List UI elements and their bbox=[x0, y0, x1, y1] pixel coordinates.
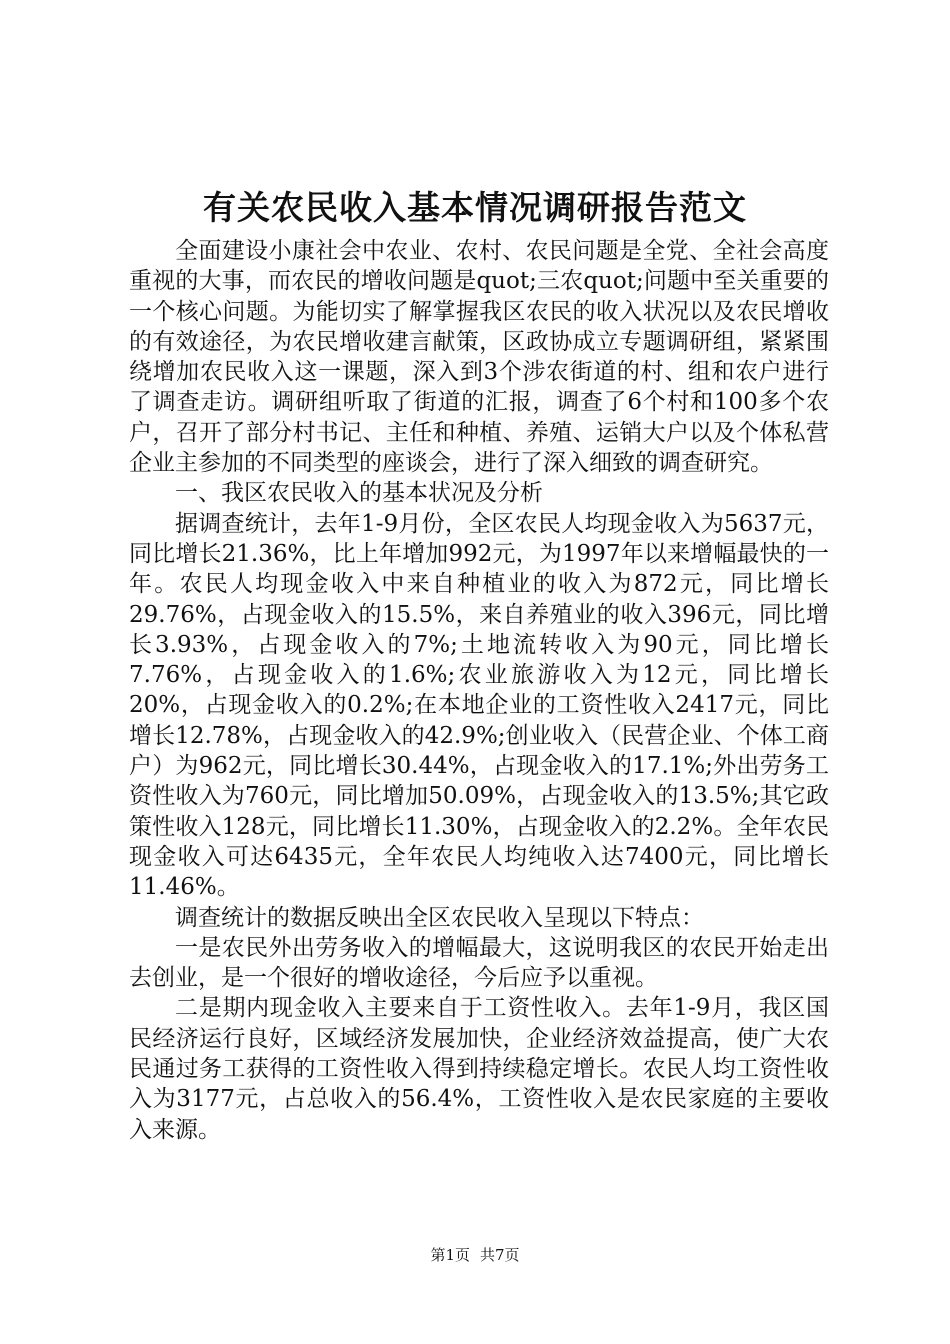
document-body bbox=[129, 236, 829, 1145]
section-heading: 一、我区农民收入的基本状况及分析 bbox=[175, 480, 543, 507]
paragraph-point-one: 一是农民外出劳务收入的增幅最大，这说明我区的农民开始走出去创业，是一个很好的增收途径，今后应予以重视。 bbox=[129, 934, 829, 992]
paragraph-statistics: 据调查统计，去年1-9月份，全区农民人均现金收入为5637元，同比增长21.36%，比上年增加992元，为1997年以来增幅最快的一年。农民人均现金收入中来自种植业的收入为872元，同比增长29.76%，占现金收入的15.5%，来自养殖业的收入396元，同比增长3.93%，占现金收入的7%;土地流转收入为90元，同比增长7.76%，占现金收入的1.6%;农业旅游收入为12元，同比增长20%，占现金收入的0.2%;在本地企业的工资性收入2417元，同比增长12.78%，占现金收入的42.9%;创业收入（民营企业、个体工商户）为962元，同比增长30.44%，占现金收入的17.1%;外出劳务工资性收入为760元，同比增加50.09%，占现金收入的13.5%;其它政策性收入128元，同比增长11.30%，占现金收入的2.2%。全年农民现金收入可达6435元，全年农民人均纯收入达7400元，同比增长11.46%。 bbox=[129, 510, 829, 901]
paragraph-point-two: 二是期内现金收入主要来自于工资性收入。去年1-9月，我区国民经济运行良好，区域经济发展加快，企业经济效益提高，使广大农民通过务工获得的工资性收入得到持续稳定增长。农民人均工资性收入为3177元，占总收入的56.4%，工资性收入是农民家庭的主要收入来源。 bbox=[129, 995, 829, 1143]
page-footer bbox=[0, 1245, 950, 1265]
page-number-total: 共7页 bbox=[480, 1246, 520, 1264]
document-title: 有关农民收入基本情况调研报告范文 bbox=[203, 188, 747, 227]
page-number-current: 第1页 bbox=[430, 1246, 470, 1264]
paragraph-characteristics-intro: 调查统计的数据反映出全区农民收入呈现以下特点： bbox=[175, 904, 704, 931]
paragraph-intro: 全面建设小康社会中农业、农村、农民问题是全党、全社会高度重视的大事，而农民的增收问题是quot;三农quot;问题中至关重要的一个核心问题。为能切实了解掌握我区农民的收入状况以及农民增收的有效途径，为农民增收建言献策，区政协成立专题调研组，紧紧围绕增加农民收入这一课题，深入到3个涉农街道的村、组和农户进行了调查走访。调研组听取了街道的汇报，调查了6个村和100多个农户，召开了部分村书记、主任和种植、养殖、运销大户以及个体私营企业主参加的不同类型的座谈会，进行了深入细致的调查研究。 bbox=[129, 238, 829, 477]
